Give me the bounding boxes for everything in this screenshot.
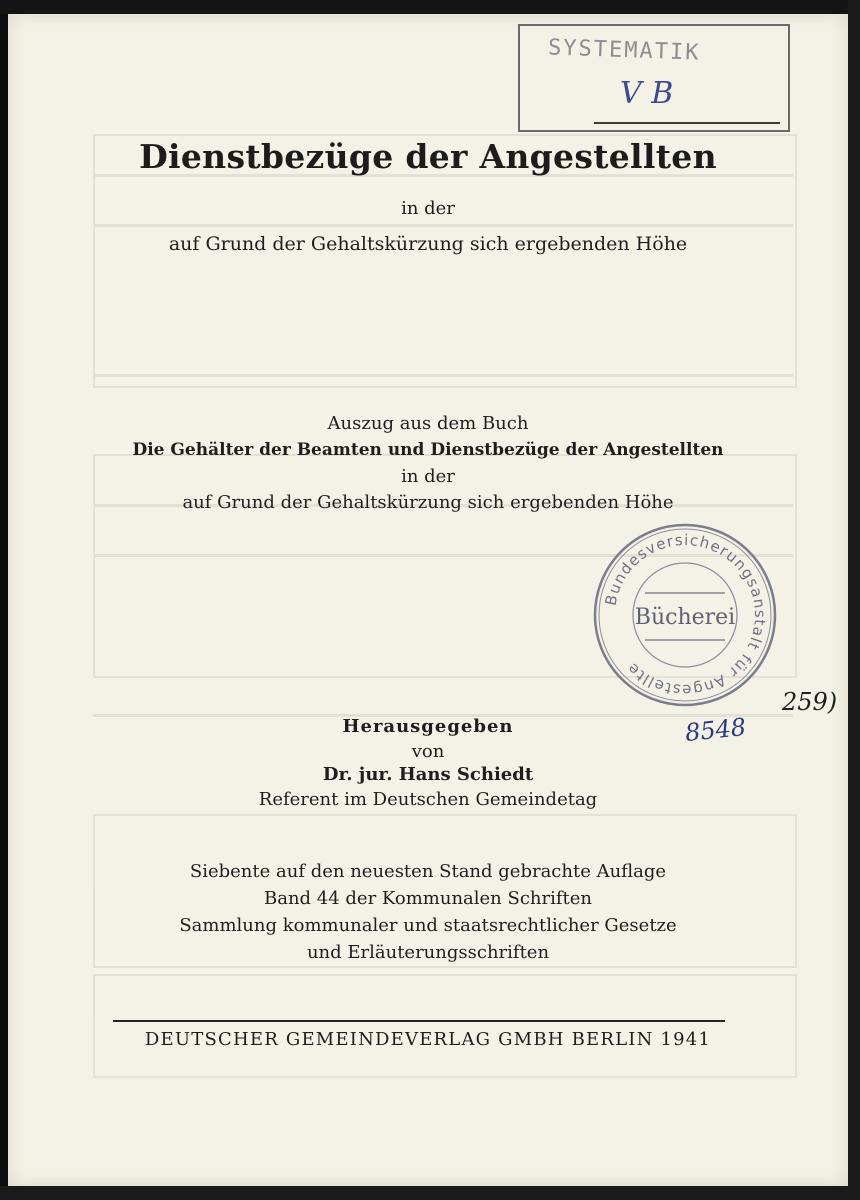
edition-line-1: Siebente auf den neuesten Stand gebrachte Auflage [189,861,667,882]
excerpt-book-title: Die Gehälter der Beamten und Dienstbezüge der Angestellten [132,440,724,460]
publisher-line: DEUTSCHER GEMEINDEVERLAG GMBH BERLIN 1941 [144,1029,712,1050]
scan-border-right [848,0,860,1200]
editor-label: Herausgegeben [342,716,514,737]
subtitle-line-1: in der [401,198,455,219]
subtitle-line-2: auf Grund der Gehaltskürzung sich ergebenden Höhe [168,233,688,255]
editor-name: Dr. jur. Hans Schiedt [322,764,534,785]
scan-border-top [0,0,860,14]
systematik-stamp [518,24,790,132]
editor-role: Referent im Deutschen Gemeindetag [258,789,598,810]
scan-border-bottom [0,1186,860,1200]
library-stamp [590,520,780,710]
edition-line-4: und Erläuterungsschriften [306,942,550,963]
handwritten-note: 259) [782,688,838,716]
excerpt-line-1: Auszug aus dem Buch [327,413,529,434]
systematik-stamp-label: SYSTEMATIK [547,35,701,66]
stamp-underline [594,122,780,124]
editor-von: von [411,741,445,762]
library-stamp-ring-text: Bundesversicherungsanstalt für Angestellte [601,530,770,700]
document-page [8,14,848,1186]
handwritten-shelf-mark: V B [620,76,674,111]
document-title: Dienstbezüge der Angestellten [139,137,717,176]
library-stamp-center-text: Bücherei [634,605,736,630]
excerpt-line-3: in der [401,466,455,487]
excerpt-line-4: auf Grund der Gehaltskürzung sich ergebenden Höhe [182,492,674,513]
handwritten-accession-number: 8548 [683,712,748,748]
library-stamp-graphic [590,520,780,710]
edition-line-3: Sammlung kommunaler und staatsrechtlicher Gesetze [179,915,677,936]
publisher-rule [113,1020,725,1022]
edition-line-2: Band 44 der Kommunalen Schriften [263,888,592,909]
